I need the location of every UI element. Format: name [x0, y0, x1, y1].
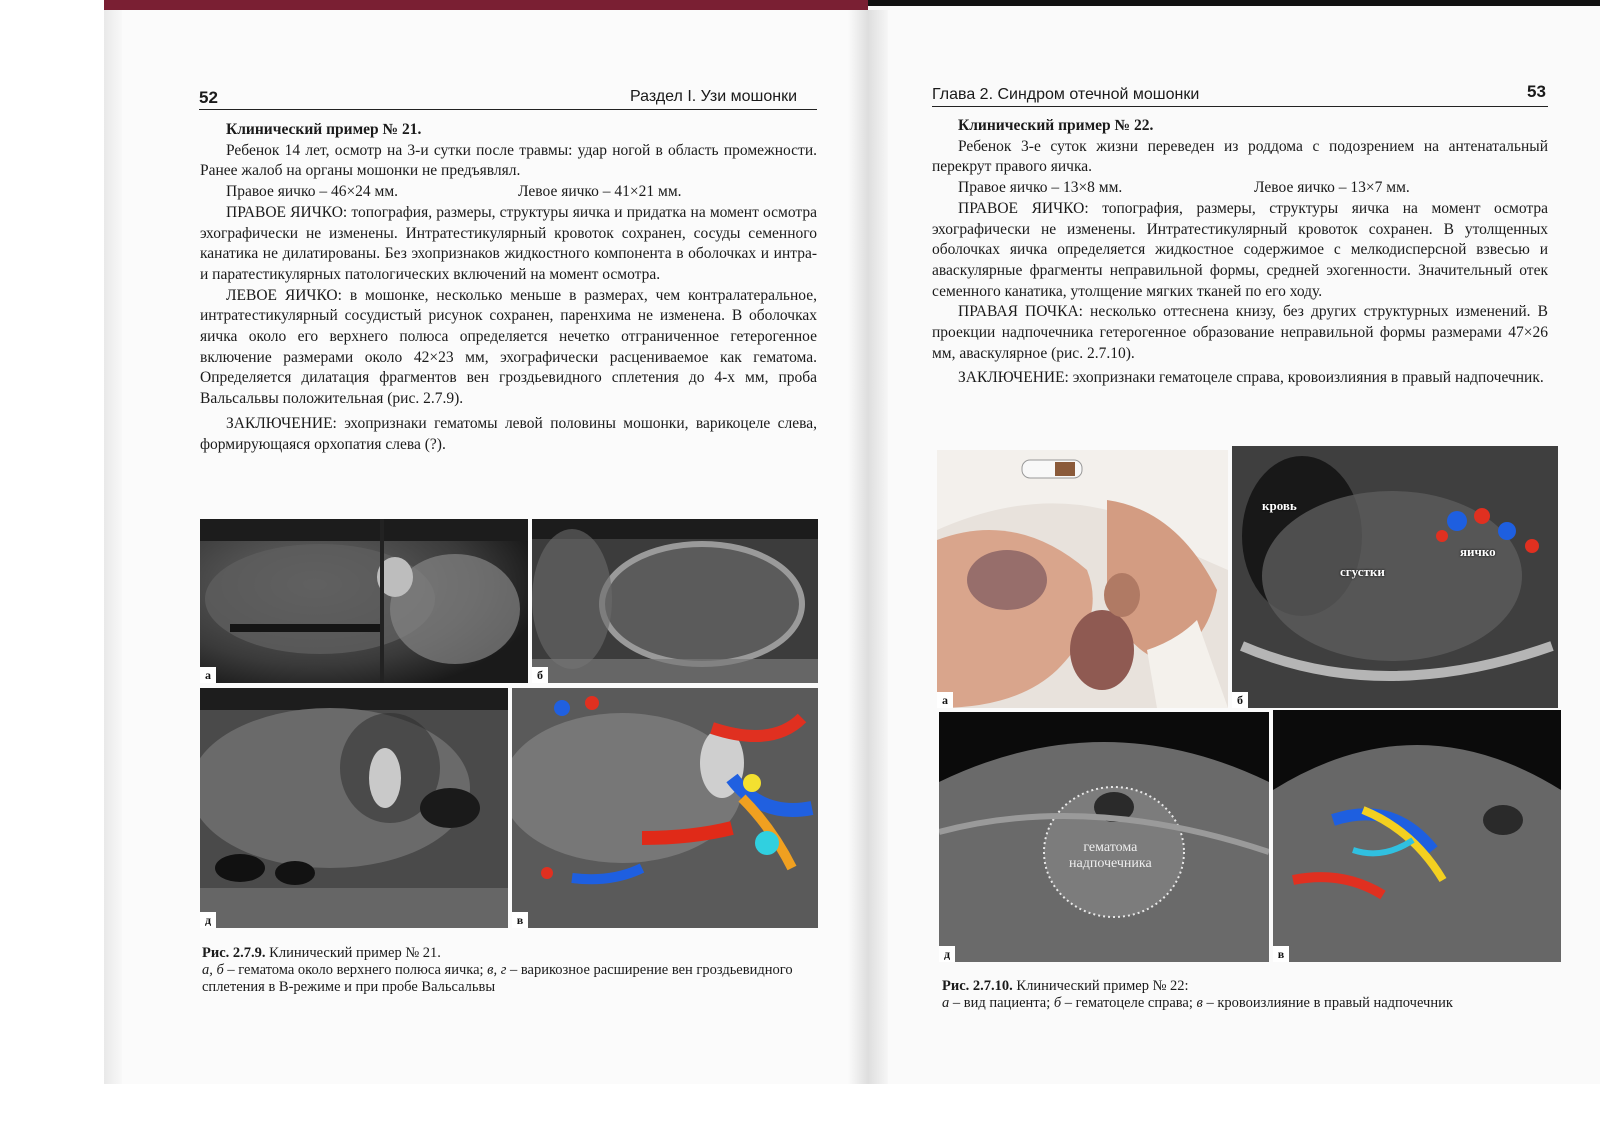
caption-b-text: – гематоцеле справа; — [1061, 995, 1197, 1011]
ultrasound-panel-d — [200, 688, 508, 928]
size-left: Левое яичко – 41×21 мм. — [518, 183, 682, 201]
book-gutter — [848, 10, 888, 1084]
caption-v: в — [1196, 995, 1203, 1011]
annotation-testis: яичко — [1460, 544, 1496, 559]
caption-title-right: Рис. 2.7.10. — [942, 978, 1013, 994]
size-row — [200, 182, 817, 203]
conclusion-paragraph: ЗАКЛЮЧЕНИЕ: эхопризнаки гематомы левой половины мошонки, варикоцеле слева, формирующаяся орхопатия слева (?). — [200, 414, 817, 453]
scan-margin — [0, 1084, 1600, 1131]
annotation-hematoma-line2: надпочечника — [1069, 856, 1152, 871]
page-number-right: 53 — [1527, 82, 1546, 101]
caption-ab: а, б — [202, 962, 224, 978]
doppler-panel-b-right — [1232, 446, 1558, 708]
panel-label-b-right: б — [1232, 692, 1248, 708]
panel-label-a-right: а — [937, 692, 953, 708]
ultrasound-panel-a — [200, 519, 528, 683]
panel-label-d-right: д — [939, 946, 955, 962]
header-rule-right — [932, 106, 1548, 107]
left-testis-paragraph: ЛЕВОЕ ЯИЧКО: в мошонке, несколько меньше в размерах, чем контралатеральное, интратестикулярный сосудистый рисунок сохранен, паренхима не изменена. В оболочках яичка около его верхнего полюса определяется нечетко отграниченное гетерогенное включение размерами около 42×23 мм, эхографически расцениваемое как гематома. Определяется дилатация фрагментов вен гроздьевидного сплетения до 4-х мм, проба Вальсальвы положительная (рис. 2.7.9). — [200, 286, 817, 408]
ultrasound-panel-b — [532, 519, 818, 683]
caption-b: б — [1053, 995, 1062, 1011]
running-head-right: Глава 2. Синдром отечной мошонки — [932, 86, 1200, 103]
caption-ab-text: – гематома около верхнего полюса яичка; — [223, 962, 488, 978]
case-intro: Ребенок 14 лет, осмотр на 3-и сутки после травмы: удар ногой в область промежности. Ранее жалоб на органы мошонки не предъявлял. — [200, 141, 817, 180]
caption-v-text: – кровоизлияние в правый надпочечник — [1202, 995, 1453, 1011]
patient-photo-a — [937, 450, 1228, 708]
right-testis-paragraph-2: ПРАВОЕ ЯИЧКО: топография, размеры, структуры яичка на момент осмотра эхографически не изменены. Интратестикулярный кровоток сохранен. В утолщенных оболочках яичка определяется жидкостное содержимое с мелкодисперсной взвесью и аваскулярные фрагменты неправильной формы, средней эхогенности. Значительный отек семенного канатика, утолщение мягких тканей по его ходу. — [932, 199, 1548, 300]
page-edge-left — [104, 10, 122, 1084]
doppler-panel-v — [512, 688, 818, 928]
panel-label-a: а — [200, 667, 216, 683]
page-number-left: 52 — [199, 88, 218, 107]
panel-label-v-right: в — [1273, 946, 1289, 962]
annotation-hematoma-line1: гематома — [1083, 840, 1138, 855]
annotation-hematoma — [1069, 840, 1152, 872]
caption-title-left: Рис. 2.7.9. — [202, 945, 266, 961]
size-row-right — [932, 178, 1548, 199]
case-heading: Клинический пример № 21. — [226, 121, 422, 138]
caption-vg-text: – варикозное расширение вен гроздьевидного сплетения в В-режиме и при пробе Вальсальвы — [202, 962, 793, 995]
caption-subtitle-left: Клинический пример № 21. — [269, 945, 441, 961]
right-testis-paragraph: ПРАВОЕ ЯИЧКО: топография, размеры, структуры яичка и придатка на момент осмотра эхографически не изменены. Интратестикулярный кровоток сохранен, сосуды семенного канатика не дилатированы. Без эхопризнаков жидкостного компонента в оболочках и интра- и паратестикулярных патологических включений на момент осмотра. — [200, 203, 817, 283]
size-right-testis: Правое яичко – 13×8 мм. — [958, 179, 1123, 197]
ultrasound-panel-d-right — [939, 712, 1269, 962]
case-heading-right: Клинический пример № 22. — [958, 117, 1154, 134]
left-body-text — [200, 120, 817, 455]
caption-vg: в, г — [487, 962, 507, 978]
figure-caption-right — [942, 978, 1562, 1012]
annotation-blood: кровь — [1262, 498, 1297, 513]
case-intro-right: Ребенок 3-е суток жизни переведен из роддома с подозрением на антенатальный перекрут правого яичка. — [932, 137, 1548, 176]
size-right: Правое яичко – 46×24 мм. — [226, 183, 399, 201]
caption-a: а — [942, 995, 950, 1011]
right-kidney-paragraph: ПРАВАЯ ПОЧКА: несколько оттеснена книзу, без других структурных изменений. В проекции надпочечника гетерогенное образование неправильной формы размерами 47×26 мм, аваскулярное (рис. 2.7.10). — [932, 303, 1548, 362]
panel-label-b: б — [532, 667, 548, 683]
header-rule-left — [199, 109, 817, 110]
annotation-clots: сгустки — [1340, 564, 1385, 579]
panel-label-d: д — [200, 912, 216, 928]
figure-caption-left — [202, 945, 820, 996]
panel-label-v: в — [512, 912, 528, 928]
running-head-left: Раздел I. Узи мошонки — [630, 88, 798, 105]
right-body-text — [932, 116, 1548, 389]
caption-subtitle-right: Клинический пример № 22: — [1016, 978, 1189, 994]
doppler-panel-v-right — [1273, 710, 1561, 962]
size-left-testis: Левое яичко – 13×7 мм. — [1254, 179, 1410, 197]
caption-a-text: – вид пациента; — [949, 995, 1054, 1011]
conclusion-paragraph-right: ЗАКЛЮЧЕНИЕ: эхопризнаки гематоцеле справа, кровоизлияния в правый надпочечник. — [958, 369, 1544, 387]
